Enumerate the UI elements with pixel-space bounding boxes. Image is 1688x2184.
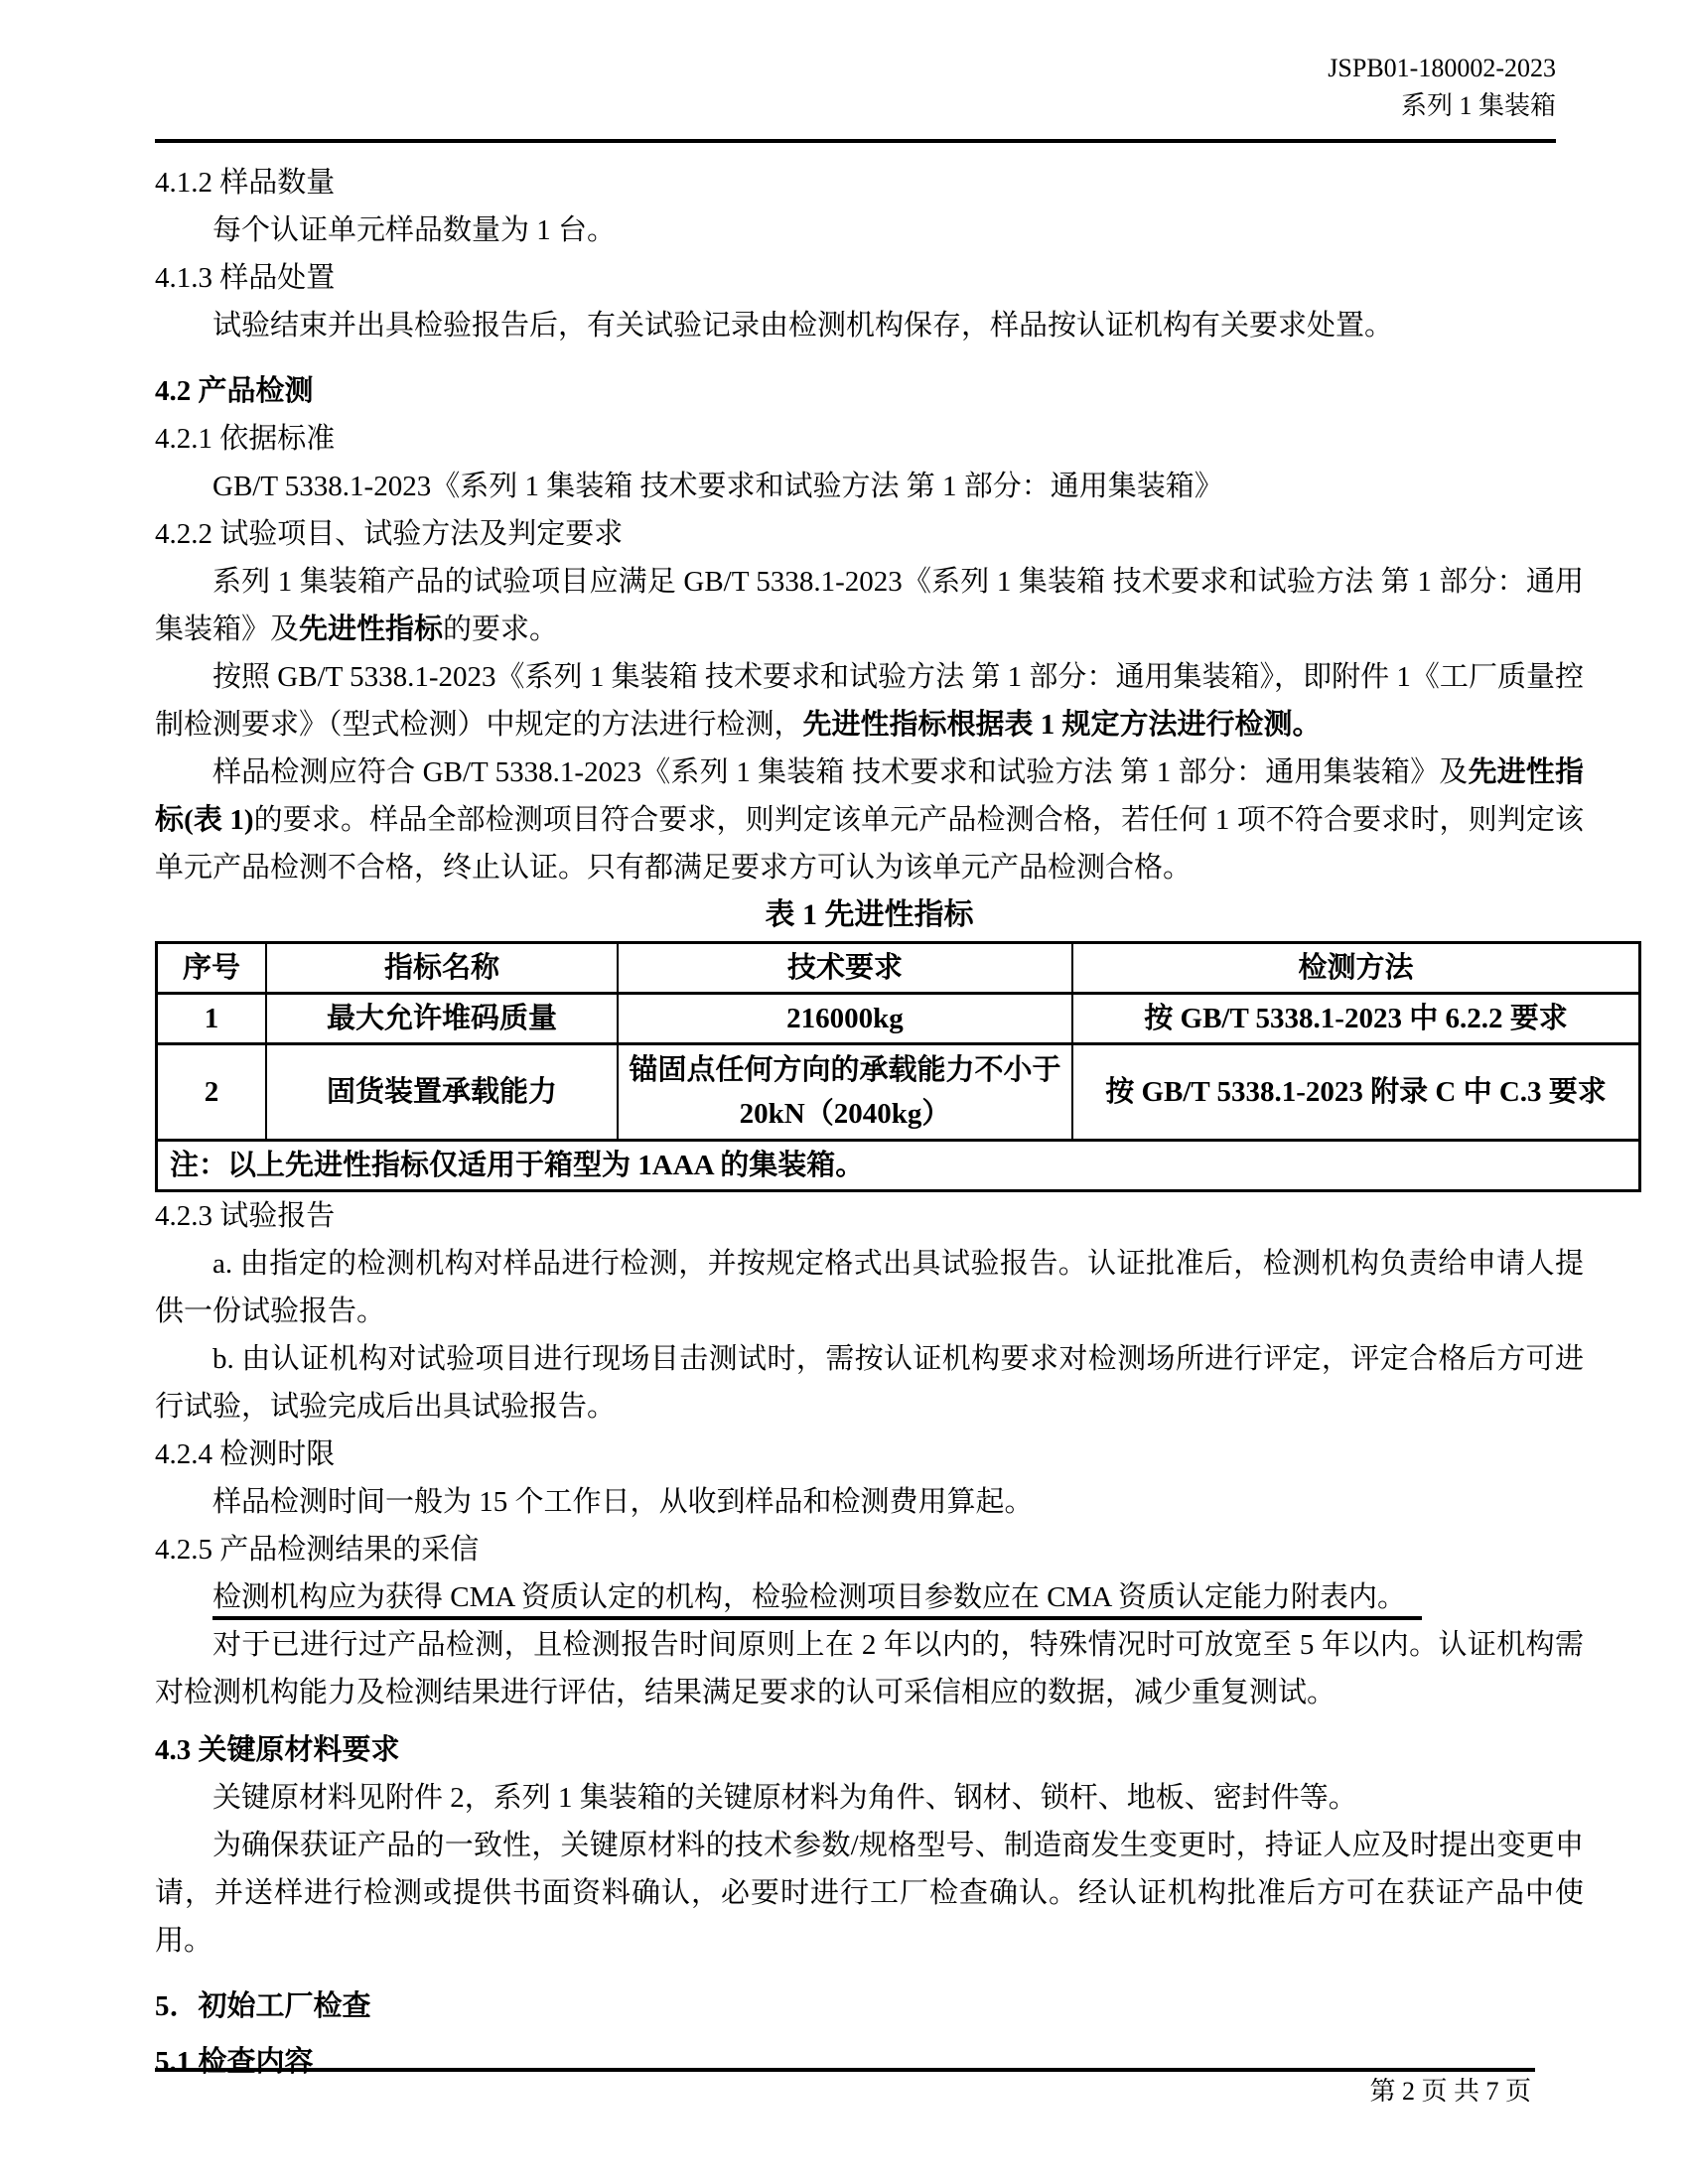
heading-4-2-5: 4.2.5 产品检测结果的采信 bbox=[155, 1534, 480, 1566]
col-header-name: 指标名称 bbox=[266, 943, 618, 994]
underlined-text: 检测机构应为获得 CMA 资质认定的机构，检验检测项目参数应在 CMA 资质认定能力附表内。 bbox=[212, 1581, 1422, 1620]
cell-name: 最大允许堆码质量 bbox=[266, 994, 618, 1044]
paragraph-4-2-4: 样品检测时间一般为 15 个工作日，从收到样品和检测费用算起。 bbox=[212, 1486, 1034, 1518]
paragraph-4-2-2-3 bbox=[155, 749, 1584, 891]
paragraph-4-3-1: 关键原材料见附件 2，系列 1 集装箱的关键原材料为角件、钢材、锁杆、地板、密封件等。 bbox=[212, 1782, 1357, 1814]
paragraph-4-2-3-a: a. 由指定的检测机构对样品进行检测，并按规定格式出具试验报告。认证批准后，检测机构负责给申请人提供一份试验报告。 bbox=[155, 1248, 1584, 1327]
text-run: 按照 GB/T 5338.1-2023《系列 1 集装箱 技术要求和试验方法 第 1 部分：通用集装箱》，即附件 1《工厂质量控制检测要求》（型式检测）中规定的方法进行检测， bbox=[155, 661, 1584, 741]
header-doc-title: 系列 1 集装箱 bbox=[1400, 91, 1556, 120]
cell-method: 按 GB/T 5338.1-2023 附录 C 中 C.3 要求 bbox=[1072, 1044, 1640, 1141]
paragraph-4-2-2-2 bbox=[155, 653, 1584, 749]
paragraph-4-1-2: 每个认证单元样品数量为 1 台。 bbox=[212, 214, 617, 246]
header-rule bbox=[155, 139, 1556, 143]
text-run: 的要求。 bbox=[443, 614, 559, 645]
table-note: 注：以上先进性指标仅适用于箱型为 1AAA 的集装箱。 bbox=[157, 1141, 1640, 1191]
heading-4-2-4: 4.2.4 检测时限 bbox=[155, 1438, 336, 1470]
col-header-method: 检测方法 bbox=[1072, 943, 1640, 994]
text-run: 样品检测应符合 GB/T 5338.1-2023《系列 1 集装箱 技术要求和试验方法 第 1 部分：通用集装箱》及 bbox=[212, 756, 1469, 788]
heading-4-2-1: 4.2.1 依据标准 bbox=[155, 423, 336, 455]
page-footer bbox=[155, 2068, 1535, 2112]
cell-name: 固货装置承载能力 bbox=[266, 1044, 618, 1141]
cell-req: 锚固点任何方向的承载能力不小于 20kN（2040kg） bbox=[618, 1044, 1072, 1141]
paragraph-4-2-3-b: b. 由认证机构对试验项目进行现场目击测试时，需按认证机构要求对检测场所进行评定，评定合格后方可进行试验，试验完成后出具试验报告。 bbox=[155, 1343, 1584, 1423]
text-run-bold: 先进性指标 bbox=[299, 614, 444, 645]
heading-4-3: 4.3 关键原材料要求 bbox=[155, 1734, 400, 1766]
table1-advanced-indicators bbox=[155, 941, 1641, 1192]
header-doc-code: JSPB01-180002-2023 bbox=[1328, 54, 1556, 82]
paragraph-4-1-3: 试验结束并出具检验报告后，有关试验记录由检测机构保存，样品按认证机构有关要求处置。 bbox=[212, 310, 1394, 341]
text-run: 的要求。样品全部检测项目符合要求，则判定该单元产品检测合格，若任何 1 项不符合要求时，则判定该单元产品检测不合格，终止认证。只有都满足要求方可认为该单元产品检测合格。 bbox=[155, 804, 1584, 884]
text-run: 系列 1 集装箱产品的试验项目应满足 GB/T 5338.1-2023《系列 1 集装箱 技术要求和试验方法 第 1 部分：通用集装箱》及 bbox=[155, 566, 1584, 645]
cell-seq: 1 bbox=[157, 994, 267, 1044]
page-header bbox=[155, 50, 1584, 125]
table-row bbox=[157, 1044, 1640, 1141]
cell-method: 按 GB/T 5338.1-2023 中 6.2.2 要求 bbox=[1072, 994, 1640, 1044]
col-header-seq: 序号 bbox=[157, 943, 267, 994]
table-note-row bbox=[157, 1141, 1640, 1191]
paragraph-4-2-2-1 bbox=[155, 558, 1584, 653]
table-header-row bbox=[157, 943, 1640, 994]
heading-5: 5．初始工厂检查 bbox=[155, 1990, 371, 2022]
heading-4-2-3: 4.2.3 试验报告 bbox=[155, 1200, 336, 1232]
cell-req: 216000kg bbox=[618, 994, 1072, 1044]
page-number: 第 2 页 共 7 页 bbox=[1369, 2077, 1531, 2106]
paragraph-4-3-2: 为确保获证产品的一致性，关键原材料的技术参数/规格型号、制造商发生变更时，持证人应及时提出变更申请，并送样进行检测或提供书面资料确认，必要时进行工厂检查确认。经认证机构批准后方可在获证产品中使用。 bbox=[155, 1830, 1584, 1957]
heading-4-1-2: 4.1.2 样品数量 bbox=[155, 167, 336, 199]
paragraph-4-2-5-underlined bbox=[155, 1573, 1584, 1621]
paragraph-4-2-5-2: 对于已进行过产品检测，且检测报告时间原则上在 2 年以内的，特殊情况时可放宽至 5 年以内。认证机构需对检测机构能力及检测结果进行评估，结果满足要求的认可采信相应的数据，减少重复测试。 bbox=[155, 1629, 1584, 1708]
table-row bbox=[157, 994, 1640, 1044]
paragraph-4-2-1: GB/T 5338.1-2023《系列 1 集装箱 技术要求和试验方法 第 1 部分：通用集装箱》 bbox=[212, 471, 1223, 502]
page-content bbox=[155, 50, 1607, 2086]
heading-5-1: 5.1 检查内容 bbox=[155, 2046, 314, 2078]
cell-seq: 2 bbox=[157, 1044, 267, 1141]
col-header-req: 技术要求 bbox=[618, 943, 1072, 994]
heading-4-2-2: 4.2.2 试验项目、试验方法及判定要求 bbox=[155, 518, 624, 550]
heading-4-1-3: 4.1.3 样品处置 bbox=[155, 262, 336, 294]
text-run-bold: 先进性指标根据表 1 规定方法进行检测。 bbox=[802, 709, 1322, 741]
table1-caption: 表 1 先进性指标 bbox=[765, 898, 974, 931]
text-run-bold: 先进性指标(表 1) bbox=[155, 756, 1584, 836]
heading-4-2: 4.2 产品检测 bbox=[155, 375, 314, 407]
